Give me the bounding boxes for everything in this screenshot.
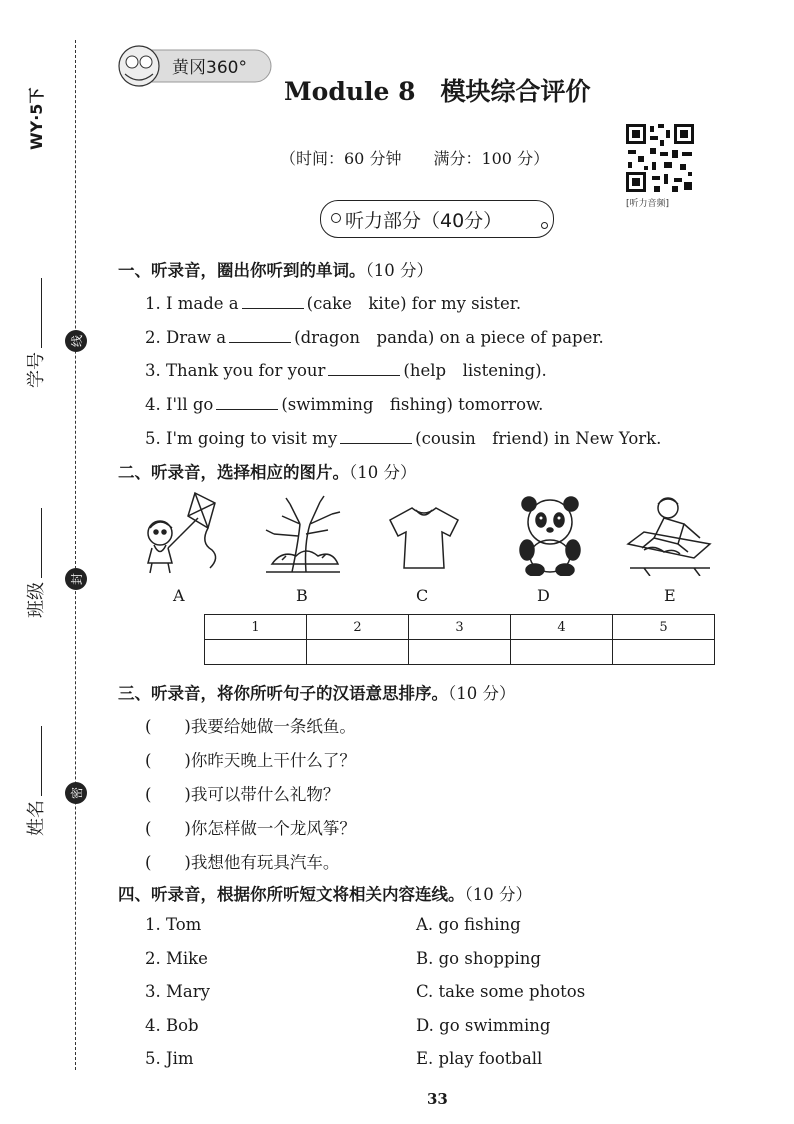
answer-blank[interactable]	[216, 409, 278, 410]
match-right-item[interactable]: C. take some photos	[416, 982, 586, 1001]
class-field[interactable]	[22, 508, 48, 618]
answer-blank[interactable]	[229, 342, 291, 343]
part3-item[interactable]: ( )你昨天晚上干什么了？	[145, 751, 356, 770]
bind-mark-seal: 封	[65, 568, 87, 590]
match-right-item[interactable]: B. go shopping	[416, 949, 541, 968]
answer-cell[interactable]	[409, 640, 511, 665]
answer-blank[interactable]	[340, 443, 412, 444]
picture-t-shirt[interactable]	[388, 504, 460, 576]
answer-cell[interactable]	[205, 640, 307, 665]
student-id-field[interactable]	[22, 278, 48, 388]
part1-heading: 一、听录音，圈出你听到的单词。（10 分）	[118, 261, 433, 280]
page-number: 33	[427, 1090, 448, 1108]
match-left-item[interactable]: 5. Jim	[145, 1049, 194, 1068]
match-left-item[interactable]: 1. Tom	[145, 915, 202, 934]
part2-heading: 二、听录音，选择相应的图片。（10 分）	[118, 463, 417, 482]
part3-item[interactable]: ( )我要给她做一条纸鱼。	[145, 717, 356, 736]
picture-label: D	[537, 586, 550, 605]
match-left-item[interactable]: 4. Bob	[145, 1016, 199, 1035]
answer-blank[interactable]	[242, 308, 304, 309]
table-header: 5	[613, 615, 715, 640]
match-left-item[interactable]: 2. Mike	[145, 949, 208, 968]
exam-time: （时间：60 分钟 满分：100 分）	[280, 149, 550, 168]
name-label: 姓名	[26, 800, 47, 836]
bind-mark-secret: 密	[65, 782, 87, 804]
qr-caption: [听力音频]	[626, 199, 670, 209]
banner-dot-icon	[541, 222, 548, 229]
table-header: 4	[511, 615, 613, 640]
part1-item: 1. I made a (cake kite) for my sister.	[145, 294, 522, 313]
answer-cell[interactable]	[613, 640, 715, 665]
binding-dashed-line	[75, 40, 76, 1070]
part1-item: 4. I'll go (swimming fishing) tomorrow.	[145, 395, 544, 414]
match-left-item[interactable]: 3. Mary	[145, 982, 210, 1001]
qr-code-icon[interactable]	[624, 122, 696, 194]
part1-item: 2. Draw a (dragon panda) on a piece of paper.	[145, 328, 604, 347]
picture-label: E	[664, 586, 676, 605]
bind-mark-line: 线	[65, 330, 87, 352]
part3-item[interactable]: ( )我想他有玩具汽车。	[145, 853, 340, 872]
part3-item[interactable]: ( )我可以带什么礼物？	[145, 785, 340, 804]
answer-cell[interactable]	[307, 640, 409, 665]
picture-panda[interactable]	[515, 494, 585, 580]
picture-kite-girl[interactable]	[140, 488, 230, 582]
banner-dot-icon	[331, 213, 341, 223]
picture-label: A	[173, 586, 185, 605]
match-right-item[interactable]: D. go swimming	[416, 1016, 551, 1035]
part1-item: 5. I'm going to visit my (cousin friend) in New York.	[145, 429, 662, 448]
part3-heading: 三、听录音，将你所听句子的汉语意思排序。（10 分）	[118, 684, 516, 703]
grade-label: WY·5下	[27, 87, 46, 150]
picture-boy-drawing[interactable]	[624, 494, 714, 580]
table-header: 2	[307, 615, 409, 640]
page-title: Module 8 模块综合评价	[284, 77, 591, 106]
match-right-item[interactable]: A. go fishing	[416, 915, 521, 934]
match-right-item[interactable]: E. play football	[416, 1049, 543, 1068]
answer-blank[interactable]	[328, 375, 400, 376]
part1-item: 3. Thank you for your (help listening).	[145, 361, 547, 380]
part3-item[interactable]: ( )你怎样做一个龙风筝？	[145, 819, 356, 838]
name-field[interactable]	[22, 726, 48, 836]
picture-label: B	[296, 586, 308, 605]
part4-heading: 四、听录音，根据你所听短文将相关内容连线。（10 分）	[118, 885, 532, 904]
table-header: 3	[409, 615, 511, 640]
picture-label: C	[416, 586, 429, 605]
brand-name: 黄冈360°	[172, 58, 247, 78]
class-label: 班级	[26, 582, 47, 618]
answer-table	[204, 614, 715, 665]
table-header: 1	[205, 615, 307, 640]
student-id-label: 学号	[26, 352, 47, 388]
listening-section-title: 听力部分（40分）	[345, 210, 503, 232]
picture-tree[interactable]	[262, 494, 344, 580]
answer-cell[interactable]	[511, 640, 613, 665]
